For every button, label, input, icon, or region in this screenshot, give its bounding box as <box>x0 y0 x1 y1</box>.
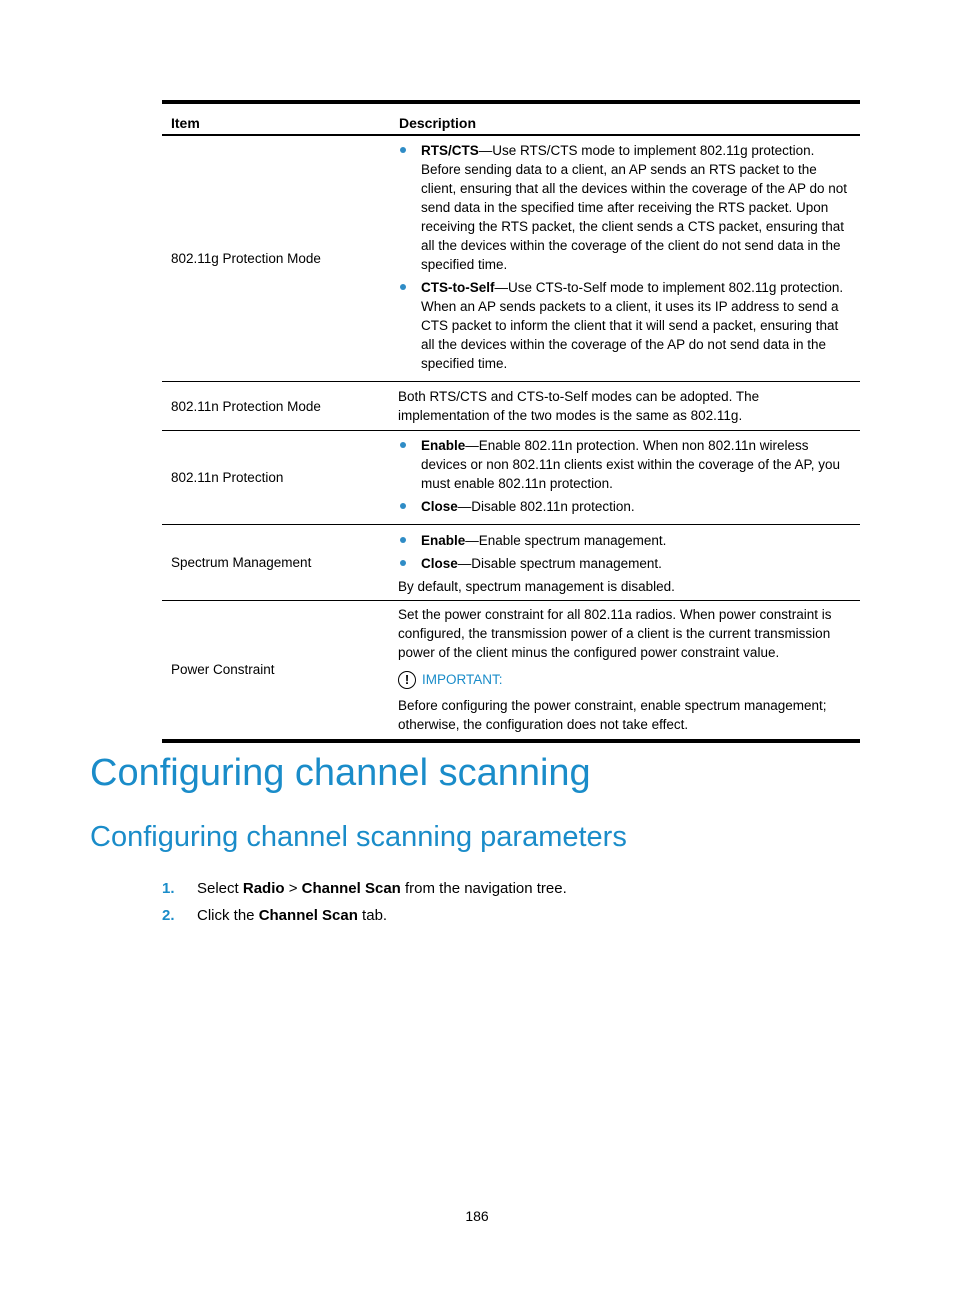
list-item <box>398 141 852 274</box>
option-text: —Disable 802.11n protection. <box>457 499 635 514</box>
description-text: Set the power constraint for all 802.11a radios. When power constraint is configured, the transmission power of a client is the current transmission power of the client minus the configured power constraint value. <box>398 607 832 661</box>
item-cell: 802.11n Protection <box>162 431 390 525</box>
step-number: 2. <box>162 907 175 924</box>
important-callout <box>398 670 852 689</box>
tab-channel-scan: Channel Scan <box>258 907 358 924</box>
bullet-icon <box>400 284 406 290</box>
bullet-icon <box>400 560 406 566</box>
page-number: 186 <box>465 1208 489 1224</box>
table-row <box>162 431 860 525</box>
option-term: Enable <box>421 532 466 548</box>
list-item <box>398 497 852 516</box>
step-item <box>162 906 567 926</box>
option-text: —Enable 802.11n protection. When non 802.11n wireless devices or non 802.11n clients exist within the coverage of the AP, you must enable 802.11n protection. <box>421 438 841 491</box>
item-cell: 802.11g Protection Mode <box>162 135 390 382</box>
step-separator: > <box>284 880 302 897</box>
column-header-item: Item <box>162 104 390 135</box>
description-cell <box>390 525 860 601</box>
important-label: IMPORTANT: <box>422 672 503 688</box>
description-cell <box>390 601 860 741</box>
option-term: Close <box>421 555 458 571</box>
table-row <box>162 382 860 431</box>
bullet-icon <box>400 147 406 153</box>
option-term: CTS-to-Self <box>421 280 495 295</box>
table-row <box>162 601 860 741</box>
bullet-icon <box>400 503 406 509</box>
section-heading: Configuring channel scanning <box>90 752 591 794</box>
exclamation-circle-icon: ! <box>398 671 416 689</box>
column-header-description: Description <box>390 104 860 135</box>
step-text: tab. <box>357 907 388 924</box>
step-number: 1. <box>162 880 175 897</box>
step-item <box>162 879 567 899</box>
menu-radio: Radio <box>242 880 285 897</box>
step-text: Click the <box>197 907 259 924</box>
bullet-icon <box>400 442 406 448</box>
table-header-row <box>162 104 860 135</box>
description-cell: Both RTS/CTS and CTS-to-Self modes can be adopted. The implementation of the two modes is the same as 802.11g. <box>390 382 860 431</box>
option-term: Enable <box>421 438 466 453</box>
description-cell <box>390 431 860 525</box>
option-list <box>398 141 852 373</box>
menu-channel-scan: Channel Scan <box>301 880 401 897</box>
list-item <box>398 531 852 550</box>
item-cell: Spectrum Management <box>162 525 390 601</box>
step-text: Select <box>197 880 243 897</box>
option-term: Close <box>421 499 458 514</box>
option-list <box>398 436 852 516</box>
description-cell <box>390 135 860 382</box>
table-row <box>162 135 860 382</box>
item-cell: 802.11n Protection Mode <box>162 382 390 431</box>
option-text: —Use CTS-to-Self mode to implement 802.11g protection. When an AP sends packets to a client, it uses its IP address to send a CTS packet to inform the client that it will send a packet, ensuring that all the devices within the coverage of the AP do not send data in the specified time. <box>421 280 844 371</box>
parameter-table <box>162 100 860 743</box>
list-item <box>398 436 852 493</box>
table-row <box>162 525 860 601</box>
option-term: RTS/CTS <box>421 143 479 158</box>
default-note: By default, spectrum management is disabled. <box>398 578 675 594</box>
list-item <box>398 554 852 573</box>
bullet-icon <box>400 537 406 543</box>
option-text: —Use RTS/CTS mode to implement 802.11g protection. Before sending data to a client, an AP sends an RTS packet to the client, ensuring that all the devices within the coverage of the AP do not send data in the specified time after receiving the RTS packet. Upon receiving the RTS packet, the client sends a CTS packet, ensuring that all the devices within the coverage of the client do not send data in the specified time. <box>421 143 848 272</box>
subsection-heading: Configuring channel scanning parameters <box>90 821 627 853</box>
list-item <box>398 278 852 373</box>
step-text: from the navigation tree. <box>400 880 567 897</box>
option-text: —Enable spectrum management. <box>465 532 667 548</box>
option-list <box>398 531 852 573</box>
important-text: Before configuring the power constraint, enable spectrum management; otherwise, the configuration does not take effect. <box>398 698 827 733</box>
procedure-steps <box>162 879 567 933</box>
option-text: —Disable spectrum management. <box>457 555 662 571</box>
item-cell: Power Constraint <box>162 601 390 741</box>
